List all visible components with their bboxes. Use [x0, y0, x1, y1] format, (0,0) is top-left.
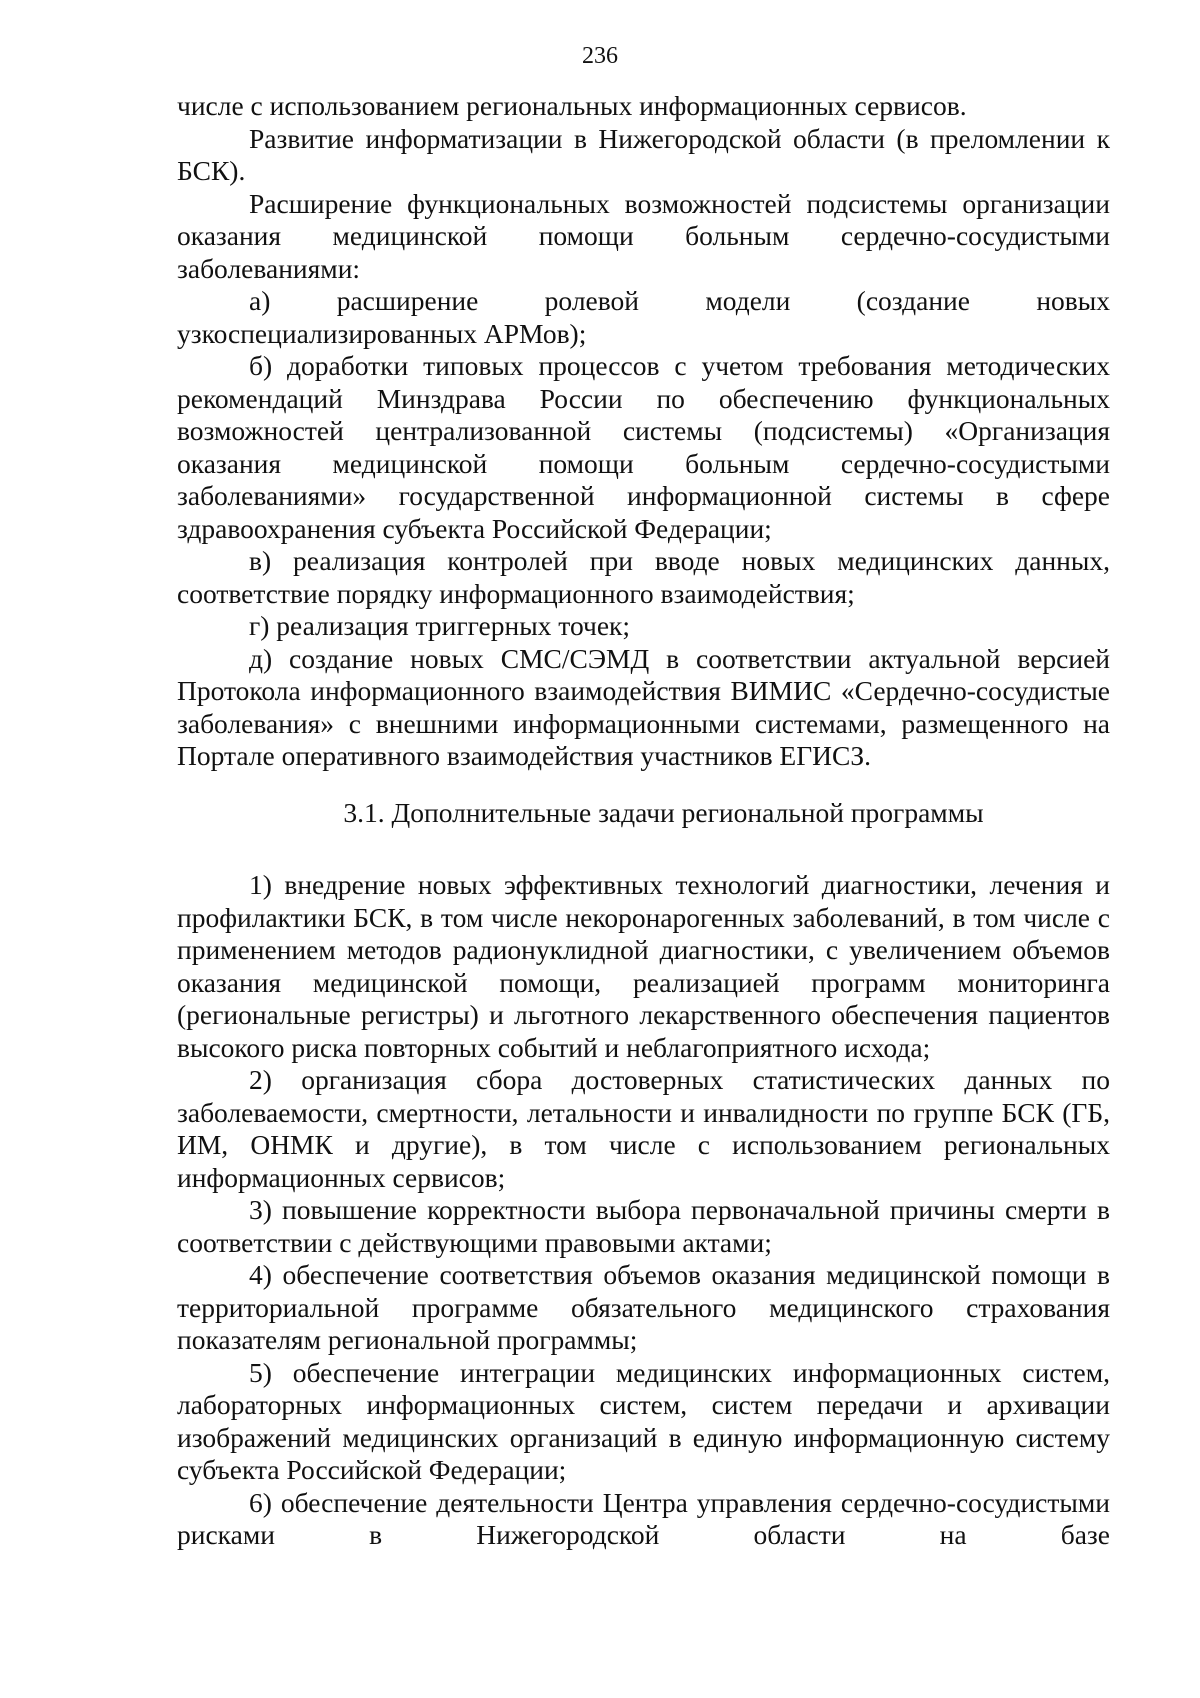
- page-number: 236: [582, 43, 618, 69]
- list-item-a: а) расширение ролевой модели (создание новых узкоспециализированных АРМов);: [177, 285, 1110, 349]
- task-item-4: 4) обеспечение соответствия объемов оказания медицинской помощи в территориальной программе обязательного медицинского страхования показателям региональной программы;: [177, 1259, 1110, 1355]
- list-item-d: д) создание новых СМС/СЭМД в соответствии актуальной версией Протокола информационного взаимодействия ВИМИС «Сердечно-сосудистые заболевания» с внешними информационными системами, размещенного на Портале оперативного взаимодействия участников ЕГИСЗ.: [177, 642, 1110, 771]
- paragraph-informatization: Развитие информатизации в Нижегородской области (в преломлении к БСК).: [177, 122, 1110, 186]
- task-item-3: 3) повышение корректности выбора первоначальной причины смерти в соответствии с действующими правовыми актами;: [177, 1194, 1110, 1258]
- list-item-v: в) реализация контролей при вводе новых медицинских данных, соответствие порядку информационного взаимодействия;: [177, 545, 1110, 609]
- task-item-6: 6) обеспечение деятельности Центра управления сердечно-сосудистыми рисками в Нижегородской области на базе: [177, 1486, 1110, 1550]
- section-heading: 3.1. Дополнительные задачи региональной программы: [343, 796, 984, 828]
- task-item-2: 2) организация сбора достоверных статистических данных по заболеваемости, смертности, летальности и инвалидности по группе БСК (ГБ, ИМ, ОНМК и другие), в том числе с использованием региональных информационных сервисов;: [177, 1064, 1110, 1193]
- paragraph-subsystem-expansion: Расширение функциональных возможностей подсистемы организации оказания медицинской помощи больным сердечно-сосудистыми заболеваниями:: [177, 187, 1110, 284]
- paragraph-continuation: числе с использованием региональных информационных сервисов.: [177, 90, 967, 121]
- task-item-1: 1) внедрение новых эффективных технологий диагностики, лечения и профилактики БСК, в том числе некоронарогенных заболеваний, в том числе с применением методов радионуклидной диагностики, с увеличением объемов оказания медицинской помощи, реализацией программ мониторинга (региональные регистры) и льготного лекарственного обеспечения пациентов высокого риска повторных событий и неблагоприятного исхода;: [177, 869, 1110, 1063]
- task-item-5: 5) обеспечение интеграции медицинских информационных систем, лабораторных информационных систем, систем передачи и архивации изображений медицинских организаций в единую информационную систему субъекта Российской Федерации;: [177, 1356, 1110, 1485]
- list-item-b: б) доработки типовых процессов с учетом требования методических рекомендаций Минздрава России по обеспечению функциональных возможностей централизованной системы (подсистемы) «Организация оказания медицинской помощи больным сердечно-сосудистыми заболеваниями» государственной информационной системы в сфере здравоохранения субъекта Российской Федерации;: [177, 350, 1110, 544]
- body-text: [177, 90, 1110, 1552]
- list-item-g: г) реализация триггерных точек;: [249, 610, 631, 641]
